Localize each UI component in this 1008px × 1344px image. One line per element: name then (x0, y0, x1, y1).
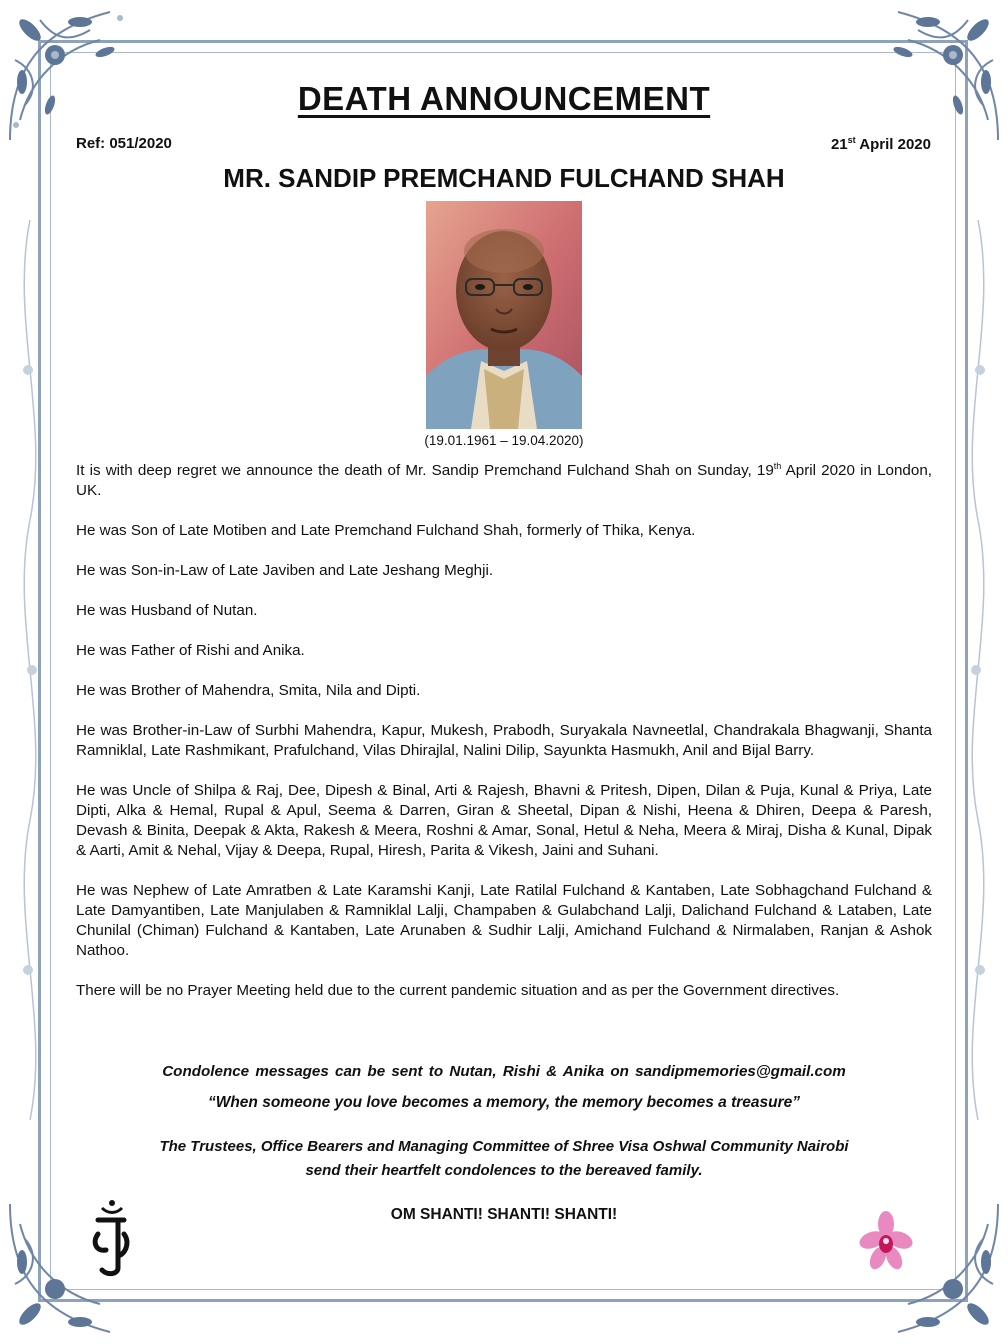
jain-om-symbol-icon (88, 1198, 134, 1278)
father-paragraph: He was Father of Rishi and Anika. (76, 642, 305, 659)
announcement-date: 21st April 2020 (830, 135, 931, 153)
life-dates: (19.01.1961 – 19.04.2020) (424, 433, 584, 448)
floral-corner-ornament-icon (0, 0, 150, 150)
trustees-line-2: send their heartfelt condolences to the bereaved family. (305, 1162, 703, 1179)
page-title: DEATH ANNOUNCEMENT (297, 80, 711, 117)
nephew-paragraph: He was Nephew of Late Amratben & Late Karamshi Kanji, Late Ratilal Fulchand & Kantaben, Late Sobhagchand Fulchand & Late Damyantiben, Late Manjulaben & Ramniklal Lalji, Champaben & Gulabchand Lalji, Dalichand Fulchand & Lataben, Late Chunilal (Chiman) Fulchand & Kantaben, Late Arunaben & Sudhir Lalji, Amichand Fulchand & Nirmalaben, Ranjan & Ashok Nathoo. (76, 882, 932, 959)
portrait-photo (426, 201, 582, 429)
trustees-message (0, 1135, 1008, 1183)
pink-orchid-icon (858, 1210, 914, 1274)
uncle-paragraph: He was Uncle of Shilpa & Raj, Dee, Dipesh & Binal, Arti & Rajesh, Bhavni & Pritesh, Dipen, Dilan & Puja, Kunal & Priya, Late Dipti, Alka & Hemal, Rupal & Apul, Seema & Darren, Giran & Sheetal, Dipan & Nishi, Heena & Dhiren, Deepa & Paresh, Devash & Binita, Deepak & Akta, Rakesh & Meera, Roshni & Amar, Sonal, Hetul & Neha, Meera & Miraj, Disha & Kunal, Dipak & Aarti, Amit & Nehal, Vijay & Deepa, Rupal, Hiresh, Parita & Vikesh, Jaini and Suhani. (76, 782, 932, 859)
son-paragraph: He was Son of Late Motiben and Late Premchand Fulchand Shah, formerly of Thika, Kenya. (76, 522, 696, 539)
memorial-quote: “When someone you love becomes a memory, the memory becomes a treasure” (207, 1094, 801, 1111)
announcement-body (76, 461, 932, 1021)
condolence-message: Condolence messages can be sent to Nutan, Rishi & Anika on sandipmemories@gmail.com (162, 1063, 846, 1080)
om-shanti-text: OM SHANTI! SHANTI! SHANTI! (390, 1206, 618, 1223)
reference-number: Ref: 051/2020 (76, 135, 172, 152)
brother-paragraph: He was Brother of Mahendra, Smita, Nila and Dipti. (76, 682, 421, 699)
son-in-law-paragraph: He was Son-in-Law of Late Javiben and Late Jeshang Meghji. (76, 562, 494, 579)
husband-paragraph: He was Husband of Nutan. (76, 602, 258, 619)
trustees-line-1: The Trustees, Office Bearers and Managing Committee of Shree Visa Oshwal Community Nairobi (159, 1138, 849, 1155)
prayer-paragraph: There will be no Prayer Meeting held due to the current pandemic situation and as per the Government directives. (76, 982, 840, 999)
intro-paragraph: It is with deep regret we announce the death of Mr. Sandip Premchand Fulchand Shah on Sunday, 19th April 2020 in London, UK. (76, 460, 932, 499)
side-vine-ornament-icon (0, 220, 60, 1120)
floral-corner-ornament-icon (858, 0, 1008, 150)
deceased-name: MR. SANDIP PREMCHAND FULCHAND SHAH (223, 163, 785, 193)
brother-in-law-paragraph: He was Brother-in-Law of Surbhi Mahendra, Kapur, Mukesh, Prabodh, Suryakala Navneetlal, Chandrakala Bhagwanji, Shanta Ramniklal, Late Rashmikant, Prafulchand, Vilas Dhirajlal, Nalini Dilip, Sayunkta Hasmukh, Anil and Bijal Barry. (76, 722, 932, 759)
side-vine-ornament-icon (948, 220, 1008, 1120)
